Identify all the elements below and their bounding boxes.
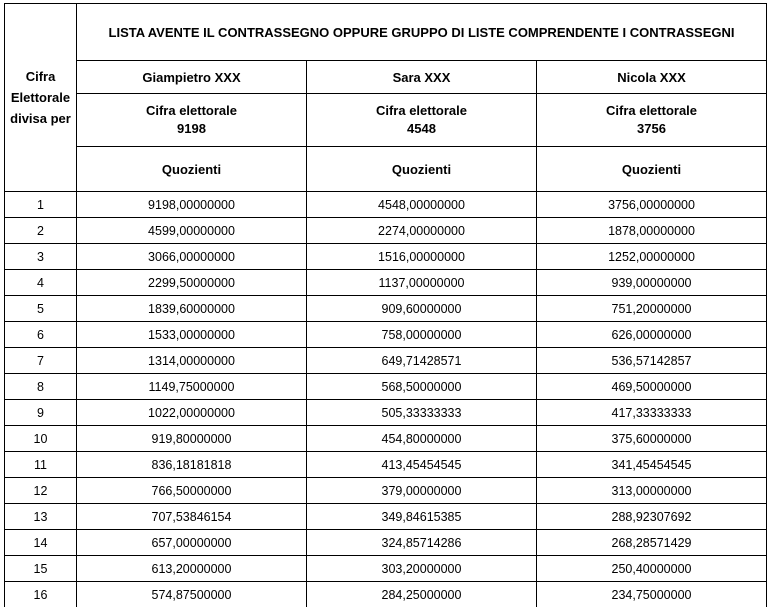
- quotient-cell: 284,25000000: [307, 582, 537, 608]
- divisor-cell: 16: [5, 582, 77, 608]
- quotient-cell: 1533,00000000: [77, 322, 307, 348]
- quotient-cell: 2274,00000000: [307, 218, 537, 244]
- quotient-cell: 1149,75000000: [77, 374, 307, 400]
- divisor-cell: 13: [5, 504, 77, 530]
- divisor-cell: 1: [5, 192, 77, 218]
- quotient-cell: 836,18181818: [77, 452, 307, 478]
- quotient-cell: 536,57142857: [537, 348, 767, 374]
- divisor-cell: 6: [5, 322, 77, 348]
- quotient-cell: 3756,00000000: [537, 192, 767, 218]
- quotient-cell: 234,75000000: [537, 582, 767, 608]
- quotient-cell: 574,87500000: [77, 582, 307, 608]
- quotient-cell: 1022,00000000: [77, 400, 307, 426]
- quotient-cell: 649,71428571: [307, 348, 537, 374]
- table-row: [5, 218, 767, 244]
- cifra-label: Cifra elettorale: [145, 103, 238, 118]
- table-row: [5, 452, 767, 478]
- table-row: [5, 244, 767, 270]
- quotient-cell: 469,50000000: [537, 374, 767, 400]
- table-row: [5, 478, 767, 504]
- divisor-cell: 14: [5, 530, 77, 556]
- list-name: Sara XXX: [307, 61, 537, 94]
- cifra-value: 9198: [177, 121, 206, 136]
- quotient-cell: 417,33333333: [537, 400, 767, 426]
- quotient-cell: 303,20000000: [307, 556, 537, 582]
- table-row: [5, 426, 767, 452]
- quotient-cell: 613,20000000: [77, 556, 307, 582]
- divisor-cell: 12: [5, 478, 77, 504]
- quotient-cell: 505,33333333: [307, 400, 537, 426]
- corner-label: Cifra Elettorale divisa per: [5, 4, 77, 192]
- cifra-cell: [77, 94, 307, 147]
- table-row: [5, 348, 767, 374]
- quotient-cell: 268,28571429: [537, 530, 767, 556]
- quotient-cell: 324,85714286: [307, 530, 537, 556]
- quotient-cell: 707,53846154: [77, 504, 307, 530]
- table-row: [5, 400, 767, 426]
- table-row: [5, 270, 767, 296]
- quotient-cell: 1314,00000000: [77, 348, 307, 374]
- table-row: [5, 296, 767, 322]
- table-header: [5, 4, 767, 192]
- quotient-cell: 379,00000000: [307, 478, 537, 504]
- quotient-cell: 1878,00000000: [537, 218, 767, 244]
- quotient-cell: 2299,50000000: [77, 270, 307, 296]
- quotient-cell: 454,80000000: [307, 426, 537, 452]
- cifra-cell: [307, 94, 537, 147]
- table-row: [5, 374, 767, 400]
- quotienti-label: Quozienti: [537, 147, 767, 192]
- divisor-cell: 8: [5, 374, 77, 400]
- quotient-cell: 413,45454545: [307, 452, 537, 478]
- cifra-label: Cifra elettorale: [375, 103, 468, 118]
- quotient-cell: 9198,00000000: [77, 192, 307, 218]
- quotient-cell: 375,60000000: [537, 426, 767, 452]
- table-row: [5, 192, 767, 218]
- cifra-cell: [537, 94, 767, 147]
- quotient-cell: 758,00000000: [307, 322, 537, 348]
- quotient-cell: 4599,00000000: [77, 218, 307, 244]
- divisor-cell: 15: [5, 556, 77, 582]
- quotient-cell: 250,40000000: [537, 556, 767, 582]
- divisor-cell: 5: [5, 296, 77, 322]
- divisor-cell: 9: [5, 400, 77, 426]
- table-row: [5, 582, 767, 608]
- table-body: [5, 192, 767, 608]
- quotient-cell: 751,20000000: [537, 296, 767, 322]
- table-row: [5, 530, 767, 556]
- quotients-table: [4, 3, 767, 607]
- quotient-cell: 288,92307692: [537, 504, 767, 530]
- quotient-cell: 766,50000000: [77, 478, 307, 504]
- quotient-cell: 4548,00000000: [307, 192, 537, 218]
- list-name: Nicola XXX: [537, 61, 767, 94]
- quotient-cell: 939,00000000: [537, 270, 767, 296]
- table-row: [5, 504, 767, 530]
- quotient-cell: 657,00000000: [77, 530, 307, 556]
- table-title: LISTA AVENTE IL CONTRASSEGNO OPPURE GRUPPO DI LISTE COMPRENDENTE I CONTRASSEGNI: [77, 4, 767, 61]
- quotient-cell: 568,50000000: [307, 374, 537, 400]
- quotienti-label: Quozienti: [77, 147, 307, 192]
- quotient-cell: 1137,00000000: [307, 270, 537, 296]
- cifra-value: 3756: [637, 121, 666, 136]
- list-name: Giampietro XXX: [77, 61, 307, 94]
- cifra-value: 4548: [407, 121, 436, 136]
- divisor-cell: 2: [5, 218, 77, 244]
- table-row: [5, 322, 767, 348]
- quotient-cell: 313,00000000: [537, 478, 767, 504]
- quotient-cell: 626,00000000: [537, 322, 767, 348]
- divisor-cell: 7: [5, 348, 77, 374]
- quotient-cell: 349,84615385: [307, 504, 537, 530]
- divisor-cell: 10: [5, 426, 77, 452]
- quotient-cell: 1252,00000000: [537, 244, 767, 270]
- divisor-cell: 4: [5, 270, 77, 296]
- quotient-cell: 909,60000000: [307, 296, 537, 322]
- quotienti-label: Quozienti: [307, 147, 537, 192]
- table-row: [5, 556, 767, 582]
- divisor-cell: 11: [5, 452, 77, 478]
- quotient-cell: 341,45454545: [537, 452, 767, 478]
- quotient-cell: 1839,60000000: [77, 296, 307, 322]
- cifra-label: Cifra elettorale: [605, 103, 698, 118]
- quotient-cell: 1516,00000000: [307, 244, 537, 270]
- quotient-cell: 3066,00000000: [77, 244, 307, 270]
- quotient-cell: 919,80000000: [77, 426, 307, 452]
- divisor-cell: 3: [5, 244, 77, 270]
